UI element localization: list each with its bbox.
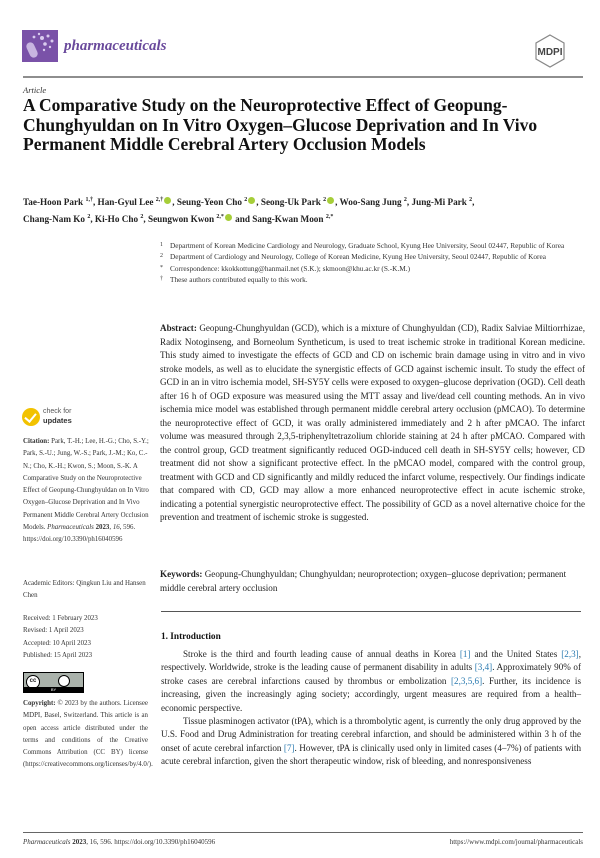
footer-citation bbox=[23, 838, 215, 846]
citation-doi-link[interactable]: https://doi.org/10.3390/ph16040596 bbox=[23, 536, 123, 544]
author-list: Tae-Hoon Park $^{1,\dagger}$, Han-Gyul Lee $^{2,\dagger}$ , Seung-Yeon Cho $^2$ , Seong-Uk Park $^2$ , Woo-Sang Jung $^2$, Jung-Mi Park $^2$, Chang-Nam Ko $^2$, Ki-Ho Cho $^2$, Seungwon Kwon $^{2,*}$ and Sang-Kwan Moon $^{2,*}$ bbox=[23, 197, 475, 225]
journal-name: pharmaceuticals bbox=[64, 38, 167, 54]
orcid-icon[interactable] bbox=[248, 197, 255, 204]
affiliation-text: Department of Cardiology and Neurology, College of Korean Medicine, Kyung Hee University, Seoul 02447, Republic of Korea bbox=[170, 252, 546, 262]
author-affiliation-mark: 1,† bbox=[85, 197, 93, 203]
author-name: Tae-Hoon Park bbox=[23, 197, 86, 208]
date-published: Published: 15 April 2023 bbox=[23, 651, 93, 659]
affiliation-mark: † bbox=[160, 275, 163, 282]
reference-link[interactable]: [2,3,5,6] bbox=[451, 675, 483, 686]
introduction-body bbox=[161, 648, 581, 769]
affiliation-mark: 2 bbox=[160, 253, 163, 260]
affiliation-mark: * bbox=[160, 264, 163, 271]
citation-pages: , 596. bbox=[119, 524, 136, 532]
cc-by-license-badge[interactable] bbox=[23, 672, 84, 693]
author-affiliation-mark: 2,† bbox=[155, 197, 164, 203]
footer-journal-url[interactable]: https://www.mdpi.com/journal/pharmaceuticals bbox=[449, 838, 583, 846]
reference-link[interactable]: [3,4] bbox=[474, 662, 493, 673]
author-name: Sang-Kwan Moon bbox=[252, 214, 326, 225]
affiliation-text: These authors contributed equally to this work. bbox=[170, 274, 308, 284]
author-affiliation-mark: 2 bbox=[323, 197, 327, 203]
author-name: Seong-Uk Park bbox=[260, 197, 324, 208]
author-affiliation-mark: 2 bbox=[244, 197, 248, 203]
svg-text:MDPI: MDPI bbox=[537, 47, 563, 58]
author-name: Han-Gyul Lee bbox=[97, 197, 156, 208]
copyright-text: © 2023 by the authors. Licensee MDPI, Basel, Switzerland. This article is an open access article distributed under the terms and conditions of the Creative Commons Attribution (CC BY) license (https://creativecommons.org/licenses/by/4.0/). bbox=[23, 700, 153, 769]
copyright-label: Copyright: bbox=[23, 700, 56, 707]
footer-journal: Pharmaceuticals bbox=[23, 838, 71, 846]
affiliations bbox=[160, 240, 585, 285]
date-revised: Revised: 1 April 2023 bbox=[23, 627, 84, 635]
footer-doi[interactable]: , 16, 596. https://doi.org/10.3390/ph16040596 bbox=[86, 838, 216, 846]
citation-year: 2023 bbox=[95, 524, 110, 532]
author-name: Ki-Ho Cho bbox=[94, 214, 141, 225]
author-affiliation-mark: 2,* bbox=[325, 214, 334, 221]
mdpi-logo-icon bbox=[533, 34, 567, 68]
orcid-icon[interactable] bbox=[327, 197, 334, 204]
author-name: Seungwon Kwon bbox=[147, 214, 217, 225]
affiliation-item bbox=[160, 274, 585, 285]
author-affiliation-mark: 2 bbox=[403, 197, 407, 203]
creative-commons-icon: cc bbox=[26, 675, 40, 689]
citation-journal: Pharmaceuticals bbox=[47, 524, 94, 532]
author-affiliation-mark: 2 bbox=[469, 197, 473, 203]
author-name: Woo-Sang Jung bbox=[339, 197, 404, 208]
affiliation-item bbox=[160, 240, 585, 251]
article-type: Article bbox=[23, 85, 47, 95]
affiliation-text: Department of Korean Medicine Cardiology and Neurology, Graduate School, Kyung Hee University, Seoul 02447, Republic of Korea bbox=[170, 241, 565, 250]
abstract bbox=[160, 322, 585, 525]
keywords bbox=[160, 568, 585, 595]
affiliation-mark: 1 bbox=[160, 242, 163, 248]
journal-logo-icon bbox=[22, 30, 58, 62]
author-name: Jung-Mi Park bbox=[411, 197, 470, 208]
checkmark-icon bbox=[22, 408, 40, 426]
affiliation-item bbox=[160, 263, 585, 274]
reference-link[interactable]: [2,3] bbox=[561, 649, 579, 659]
author-affiliation-mark: 2,* bbox=[216, 214, 224, 221]
citation-volume: 16 bbox=[112, 524, 120, 532]
keywords-text: Geopung-Chunghyuldan; Chunghyuldan; neuroprotection; oxygen–glucose deprivation; permanent middle cerebral artery occlusion bbox=[160, 569, 567, 593]
abstract-divider bbox=[161, 611, 581, 612]
footer-year: 2023 bbox=[72, 838, 87, 846]
date-accepted: Accepted: 10 April 2023 bbox=[23, 639, 91, 647]
author-name: Chang-Nam Ko bbox=[23, 214, 88, 225]
citation-label: Citation: bbox=[23, 438, 50, 445]
orcid-icon[interactable] bbox=[225, 214, 232, 221]
publication-dates bbox=[23, 613, 153, 662]
article-title: A Comparative Study on the Neuroprotective Effect of Geopung-Chunghyuldan on In Vitro Oxygen–Glucose Deprivation and In Vivo Permanent Middle Cerebral Artery Occlusion Models bbox=[23, 95, 538, 154]
paragraph: Tissue plasminogen activator (tPA), which is a thrombolytic agent, is currently the only drug approved by the U.S. Food and Drug Administration for treating cerebral infarction, and should be administered within 3 h of the onset of acute cerebral infarction [7]. However, tPA is clinically used only in limited cases (4–7%) of patients with acute cerebral infarction, given the short therapeutic window, risk of bleeding, and nonresponsiveness bbox=[161, 716, 581, 767]
paragraph: Stroke is the third and fourth leading cause of annual deaths in Korea [1] and the United States [2,3], respectively. Worldwide, stroke is the leading cause of permanent disability in adults [3,4]. Approximately 90% of stroke cases are cerebral infarctions caused by thrombus or embolization [2,3,5,6]. Further, its incidence is increasing, given the increasingly aging society; accordingly, urgent measures are required from a health–economic perspective. bbox=[161, 649, 582, 713]
academic-editors: Academic Editors: Qingkun Liu and Hansen Chen bbox=[23, 580, 146, 600]
abstract-text: Geopung-Chunghyuldan (GCD), which is a mixture of Chunghyuldan (CD), Radix Salviae Miltiorrhizae, Radix Notoginseng, and Borneolum Syntheticum, is used to treat ischemic stroke in traditional Korean medicine. This study aimed to investigate the effects of GCD and CD on ischemic brain damage using in vitro and in vivo stroke models, as well as to elucidate the synergistic effects of GCD against ischemic insult. To study the effect of GCD in an in vitro ischemia model, SH-SY5Y cells were exposed to oxygen–glucose deprivation (OGD). Cell death after 16 h of OGD exposure was measured using the MTT assay and live/dead cell counting methods. An in vivo ischemia mice model was established through permanent middle cerebral artery occlusion (pMCAO). To determine the neuroprotective effect of GCD, it was orally administered immediately and 2 h after pMCAO. The infarct volume was measured through 2,3,5-triphenyltetrazolium chloride staining at 24 h after pMCAO. Compared with the control group, GCD treatment significantly reduced OGD-induced cell death in SH-SY5Y cells; however, CD treatment did not show a significant protective effect. In the pMCAO model, compared with the control group, treatment with GCD and CD significantly and mildly reduced the infarct volume, respectively. Our findings indicate that compared with CD, GCD may allow a more enhanced neuroprotective effect in acute ischemic stroke, indicating a potential synergistic neuroprotective effect. The possibility of GCD as a novel alternative choice for the prevention and treatment of ischemic stroke is suggested. bbox=[160, 323, 585, 522]
header-rule bbox=[23, 76, 583, 78]
check-updates-label: updates bbox=[43, 416, 72, 425]
by-label: BY bbox=[24, 687, 83, 692]
reference-link[interactable]: [7] bbox=[283, 742, 295, 753]
affiliation-text: Correspondence: kkokkottung@hanmail.net (S.K.); skmoon@khu.ac.kr (S.-K.M.) bbox=[170, 263, 411, 273]
check-for-updates-button[interactable] bbox=[22, 408, 82, 430]
citation-block: Citation: Park, T.-H.; Lee, H.-G.; Cho, S.-Y.; Park, S.-U.; Jung, W.-S.; Park, J.-M.; Ko, C.-N.; Cho, K.-H.; Kwon, S.; Moon, S.-K. A Comparative Study on the Neuroprotective Effect of Geopung-Chunghyuldan on In Vitro Oxygen–Glucose Deprivation and In Vivo Permanent Middle Cerebral Artery Occlusion Models. Pharmaceuticals 2023, 16, 596. https://doi.org/10.3390/ph16040596 bbox=[23, 438, 149, 544]
orcid-icon[interactable] bbox=[164, 197, 171, 204]
footer-rule bbox=[23, 832, 583, 833]
copyright-notice bbox=[23, 698, 153, 772]
citation-text: Park, T.-H.; Lee, H.-G.; Cho, S.-Y.; Park, S.-U.; Jung, W.-S.; Park, J.-M.; Ko, C.-N.; Cho, K.-H.; Kwon, S.; Moon, S.-K. A Comparative Study on the Neuroprotective Effect of Geopung-Chunghyuldan on In Vitro Oxygen–Glucose Deprivation and In Vivo Permanent Middle Cerebral Artery Occlusion Models. bbox=[23, 438, 149, 532]
author-affiliation-mark: 2 bbox=[87, 214, 91, 221]
attribution-person-icon bbox=[58, 675, 70, 687]
affiliation-item bbox=[160, 251, 585, 262]
section-heading-introduction: 1. Introduction bbox=[161, 632, 221, 642]
author-affiliation-mark: 2 bbox=[140, 214, 144, 221]
author-name: Seung-Yeon Cho bbox=[176, 197, 245, 208]
check-updates-label: check for bbox=[43, 408, 72, 415]
reference-link[interactable]: [1] bbox=[459, 649, 471, 659]
abstract-label: Abstract: bbox=[160, 323, 197, 333]
date-received: Received: 1 February 2023 bbox=[23, 615, 98, 622]
keywords-label: Keywords: bbox=[160, 569, 203, 579]
